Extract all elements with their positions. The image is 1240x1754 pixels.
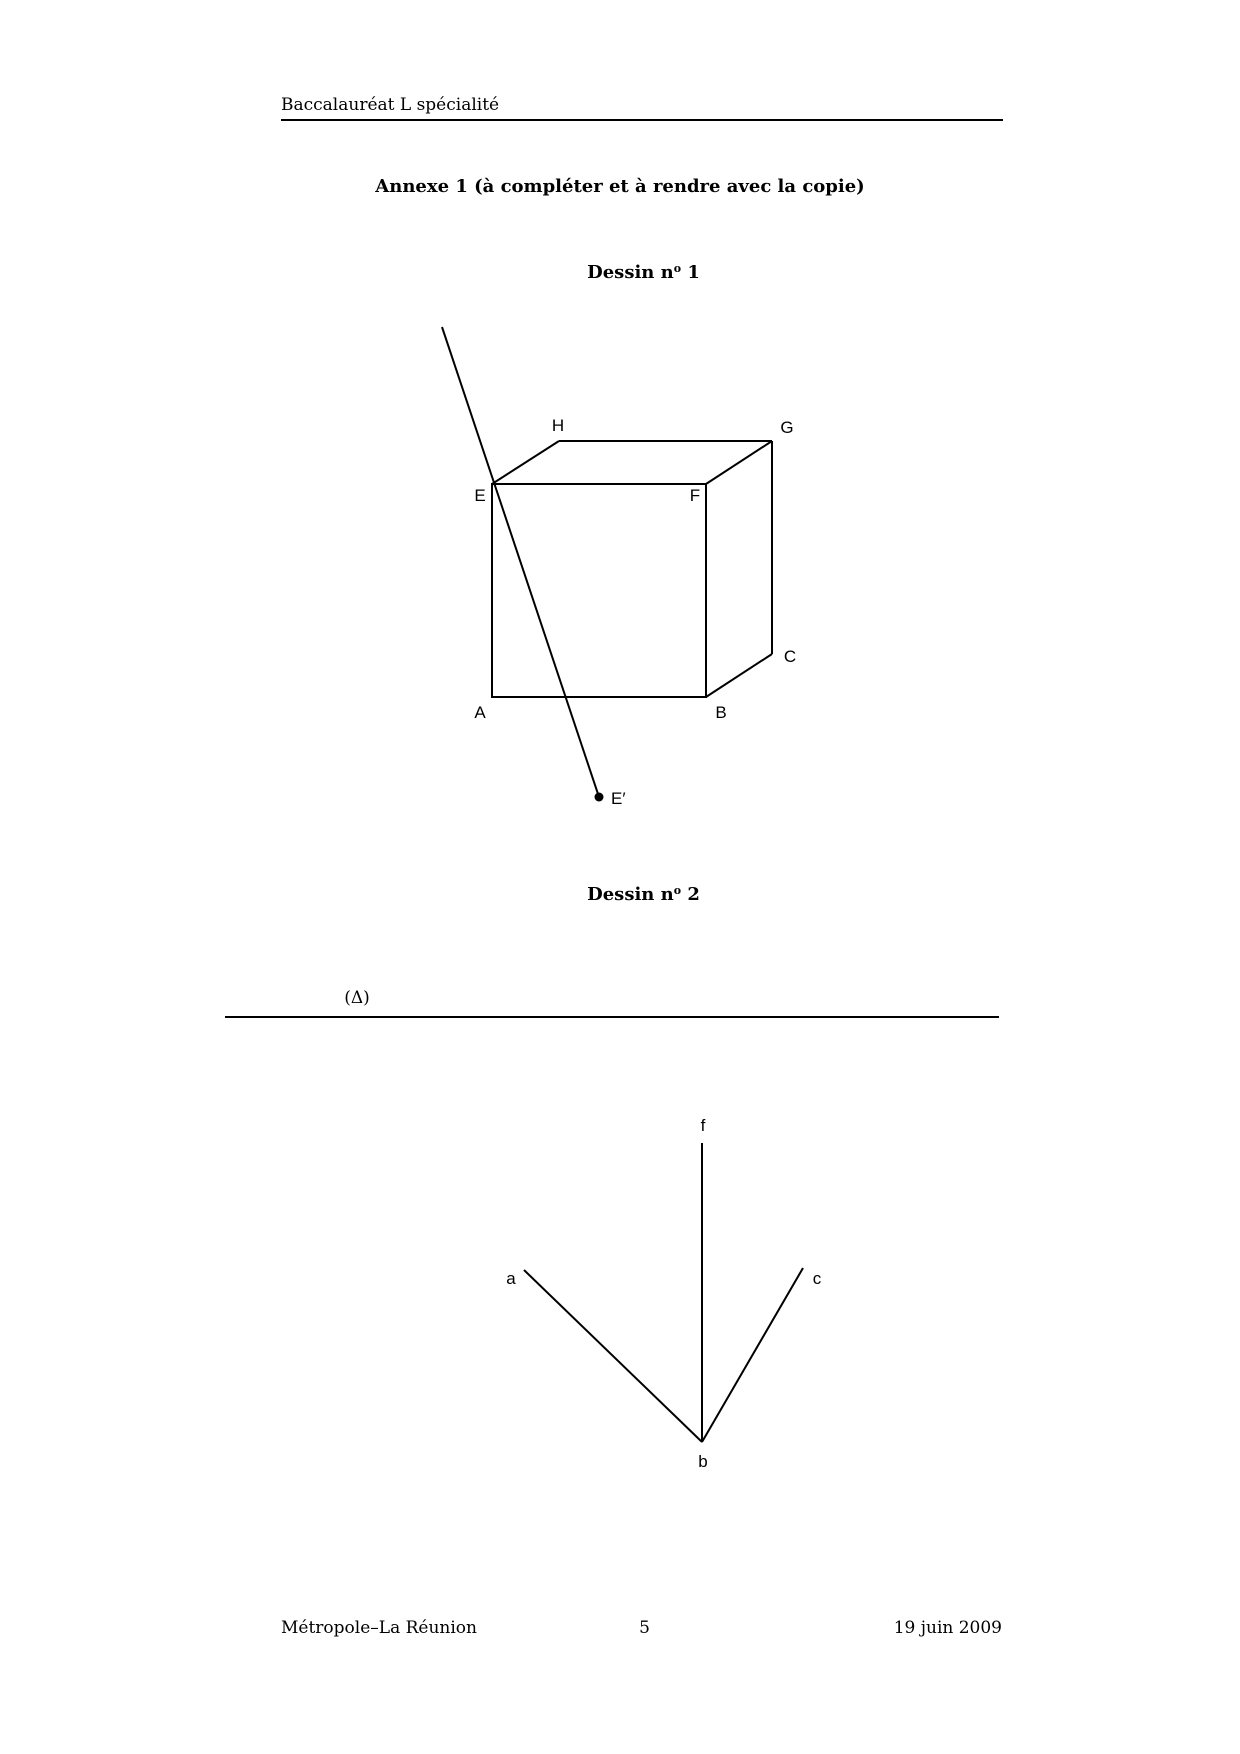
drawing-2-title-text: Dessin n bbox=[587, 884, 674, 905]
drawing-1-title-text: Dessin n bbox=[587, 262, 674, 283]
label-E-prime: E′ bbox=[611, 789, 626, 808]
label-G: G bbox=[780, 418, 794, 437]
label-A: A bbox=[474, 703, 486, 722]
label-E: E bbox=[474, 486, 486, 505]
running-header: Baccalauréat L spécialité bbox=[281, 95, 500, 115]
cube-front-face bbox=[492, 484, 706, 697]
label-C: C bbox=[783, 647, 797, 666]
label-c: c bbox=[812, 1269, 822, 1288]
edge-EH bbox=[492, 441, 559, 484]
drawing-2-title-number: 2 bbox=[681, 884, 700, 905]
drawing-1-title-sup: o bbox=[673, 262, 682, 275]
label-B: B bbox=[715, 703, 727, 722]
footer-location: Métropole–La Réunion bbox=[281, 1618, 477, 1638]
cube-drawing bbox=[442, 327, 772, 797]
delta-label: (Δ) bbox=[344, 988, 370, 1008]
drawing-2-segments bbox=[524, 1143, 803, 1442]
line-through-E-E-prime bbox=[442, 327, 599, 797]
footer-date: 19 juin 2009 bbox=[893, 1618, 1002, 1638]
drawing-1-title-number: 1 bbox=[681, 262, 700, 283]
segment-ab bbox=[524, 1270, 702, 1442]
drawing-2-title-sup: o bbox=[673, 884, 682, 897]
label-b: b bbox=[698, 1452, 708, 1471]
edge-FG bbox=[706, 441, 772, 484]
annex-title: Annexe 1 (à compléter et à rendre avec la copie) bbox=[375, 176, 865, 197]
label-a: a bbox=[506, 1269, 516, 1288]
label-f: f bbox=[700, 1116, 706, 1135]
label-F: F bbox=[689, 486, 701, 505]
page-number: 5 bbox=[639, 1618, 650, 1638]
segment-cb bbox=[702, 1268, 803, 1442]
point-E-prime bbox=[595, 793, 604, 802]
label-H: H bbox=[551, 416, 565, 435]
edge-BC bbox=[706, 654, 772, 697]
